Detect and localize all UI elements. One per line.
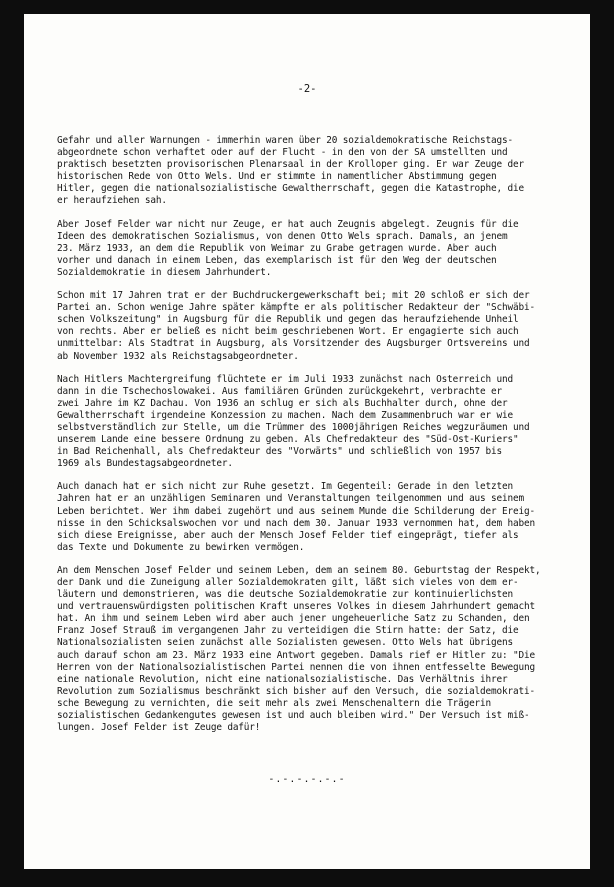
text-line: Herren von der Nationalsozialistischen Partei nennen die von ihnen entfesselte Bewegung — [57, 661, 535, 673]
text-line: auch darauf schon am 23. März 1933 eine Antwort gegeben. Damals rief er Hitler zu: "Die — [57, 649, 535, 661]
page-number: -2- — [297, 83, 317, 95]
text-line: unmittelbar: Als Stadtrat in Augsburg, als Vorsitzender des Augsburger Ortsvereins und — [57, 338, 530, 350]
text-line: Gefahr und aller Warnungen - immerhin waren über 20 sozialdemokratische Reichstags- — [57, 135, 514, 146]
text-line: Nationalsozialisten seien zunächst alle Sozialisten gewesen. Otto Wels hat übrigens — [57, 637, 514, 649]
text-line: vorher und danach in einem Leben, das exemplarisch ist für den Weg der deutschen — [57, 254, 497, 266]
text-line: Auch danach hat er sich nicht zur Ruhe gesetzt. Im Gegenteil: Gerade in den letzten — [57, 481, 514, 493]
text-line: Hitler, gegen die nationalsozialistische Gewaltherrschaft, gegen die Katastrophe, die — [57, 183, 525, 195]
text-line: eine nationale Revolution, nicht eine nationalsozialistische. Das Verhältnis ihrer — [57, 673, 508, 685]
text-line: Sozialdemokratie in diesem Jahrhundert. — [57, 266, 272, 278]
text-line: Leben berichtet. Wer ihm dabei zugehört und aus seinem Munde die Schilderung der Ereig- — [57, 505, 535, 517]
text-line: das Texte und Dokumente zu bewirken vermögen. — [57, 541, 305, 553]
text-line: sich diese Ereignisse, aber auch der Mensch Josef Felder tief eingeprägt, tiefer als — [57, 529, 519, 541]
text-line: schen Volkszeitung" in Augsburg für die Republik und gegen das heraufziehende Unheil — [57, 314, 519, 326]
text-line: er heraufziehen sah. — [57, 195, 167, 207]
text-line: Partei an. Schon wenige Jahre später kämpfte er als politischer Redakteur der "Schwäbi- — [57, 302, 535, 314]
text-line: 23. März 1933, an dem die Republik von Weimar zu Grabe getragen wurde. Aber auch — [57, 242, 497, 254]
text-line: hat. An ihm und seinem Leben wird aber auch jener ungeheuerliche Satz zu Schanden, den — [57, 613, 530, 625]
text-line: sche Bewegung zu vernichten, die seit mehr als zwei Menschenaltern die Trägerin — [57, 697, 492, 709]
text-line: der Dank und die Zuneigung aller Sozialdemokraten gilt, läßt sich vieles von dem er- — [57, 577, 519, 588]
text-line: ab November 1932 als Reichstagsabgeordneter. — [57, 350, 299, 362]
text-line: läutern und demonstrieren, was die deutsche Sozialdemokratie zur kontinuierlichsten — [57, 589, 514, 601]
text-line: unserem Lande eine bessere Ordnung zu geben. Als Chefredakteur des "Süd-Ost-Kuriers" — [57, 434, 519, 446]
text-line: Nach Hitlers Machtergreifung flüchtete er im Juli 1933 zunächst nach Österreich und — [57, 373, 514, 385]
text-line: praktisch besetzten provisorischen Plenarsaal in der Krolloper ging. Er war Zeuge der — [57, 159, 525, 171]
text-line: abgeordnete schon verhaftet oder auf der Flucht - in den von der SA umstellten und — [57, 147, 508, 159]
text-line: nisse in den Schicksalswochen vor und nach dem 30. Januar 1933 vernommen hat, dem haben — [57, 517, 535, 529]
text-line: von rechts. Aber er beließ es nicht beim geschriebenen Wort. Er engagierte sich auch — [57, 326, 519, 338]
text-line: lungen. Josef Felder ist Zeuge dafür! — [57, 722, 261, 734]
text-line: Aber Josef Felder war nicht nur Zeuge, er hat auch Zeugnis abgelegt. Zeugnis für die — [57, 218, 519, 230]
text-line: sozialistischen Gedankengutes gewesen ist und auch bleiben wird." Der Versuch ist miß- — [57, 710, 530, 722]
text-line: zwei Jahre im KZ Dachau. Von 1936 an schlug er sich als Buchhalter durch, ohne der — [57, 397, 508, 409]
end-mark: -.-.-.-.-.- — [268, 774, 346, 785]
text-line: Ideen des demokratischen Sozialismus, von denen Otto Wels sprach. Damals, an jenem — [57, 230, 508, 242]
text-line: in Bad Reichenhall, als Chefredakteur des "Vorwärts" und schließlich von 1957 bis — [57, 446, 503, 458]
paragraph — [57, 219, 571, 279]
text-line: dann in die Tschechoslowakei. Aus familiären Gründen zurückgekehrt, verbrachte er — [57, 385, 503, 397]
text-line: selbstverständlich zur Stelle, um die Trümmer des 1000jährigen Reiches wegzuräumen und — [57, 421, 530, 433]
paragraph — [57, 374, 571, 471]
text-line: historischen Rede von Otto Wels. Und er stimmte in namentlicher Abstimmung gegen — [57, 171, 497, 183]
text-line: 1969 als Bundestagsabgeordneter. — [57, 458, 233, 470]
text-line: Franz Josef Strauß im vergangenen Jahr zu verteidigen die Stirn hatte: der Satz, die — [57, 625, 519, 637]
text-line: Jahren hat er an unzähligen Seminaren und Veranstaltungen teilgenommen und aus seinem — [57, 493, 525, 505]
text-line: und vertrauenswürdigsten politischen Kraft unseres Volkes in diesem Jahrhundert gemacht — [57, 601, 535, 613]
document-page — [24, 14, 590, 869]
paragraph — [57, 481, 571, 554]
body-text — [57, 135, 571, 745]
paragraph — [57, 135, 571, 208]
paragraph — [57, 565, 571, 734]
text-line: Schon mit 17 Jahren trat er der Buchdruckergewerkschaft bei; mit 20 schloß er sich der — [57, 290, 530, 302]
text-line: An dem Menschen Josef Felder und seinem Leben, dem an seinem 80. Geburtstag der Respekt, — [57, 564, 541, 576]
text-line: Gewaltherrschaft irgendeine Konzession zu machen. Nach dem Zusammenbruch war er wie — [57, 409, 514, 421]
text-line: Revolution zum Sozialismus beschränkt sich bisher auf den Versuch, die sozialdemokrati- — [57, 685, 535, 697]
paragraph — [57, 290, 571, 363]
